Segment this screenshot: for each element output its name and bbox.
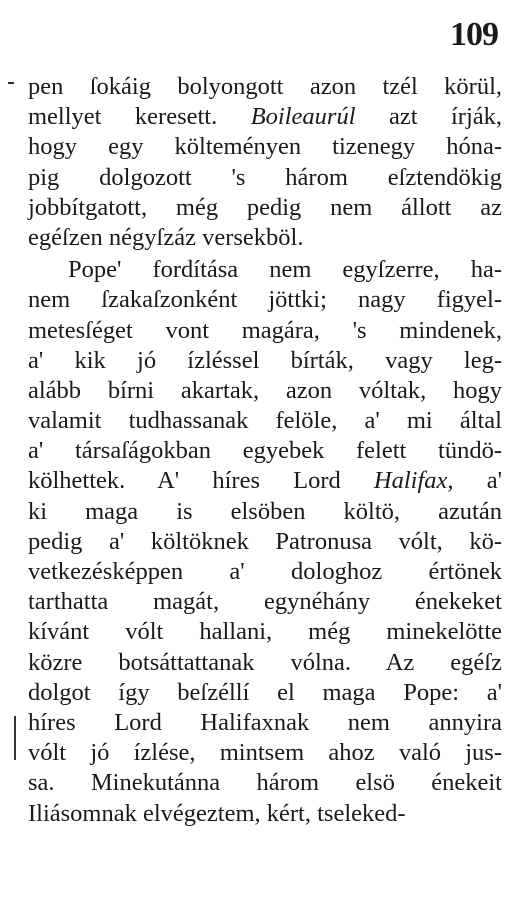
text-line xyxy=(28,376,502,406)
text-line xyxy=(28,527,502,557)
text-segment: közre botsáttattanak vólna. Az egéſz xyxy=(28,648,502,676)
text-segment: pen ſokáig bolyongott azon tzél körül, xyxy=(28,73,502,100)
text-line xyxy=(28,587,502,617)
italic-name: Halifax xyxy=(373,467,448,495)
text-segment: ki maga is elsöben költö, azután xyxy=(28,497,502,525)
text-segment: vetkezésképpen a' dologhoz értönek xyxy=(28,558,502,585)
text-segment: dolgot így beſzéllí el maga Pope: a' xyxy=(28,678,502,706)
text-line xyxy=(28,406,502,436)
text-segment: alább bírni akartak, azon vóltak, hogy xyxy=(28,376,502,404)
text-segment: kölhettek. A' híres Lord xyxy=(28,467,374,495)
text-line xyxy=(28,316,502,346)
text-line xyxy=(28,648,502,678)
text-line xyxy=(28,466,502,496)
text-segment: azt írják, xyxy=(355,103,502,131)
text-segment: pig dolgozott 's három eſztendökig xyxy=(28,163,502,191)
text-line xyxy=(28,738,502,768)
text-line xyxy=(28,132,502,162)
text-line xyxy=(28,768,502,798)
text-line xyxy=(28,678,502,708)
text-line xyxy=(28,436,502,466)
text-segment: mellyet keresett. xyxy=(28,103,251,131)
text-line xyxy=(28,285,502,315)
text-segment: nem ſzakaſzonként jöttki; nagy figyel- xyxy=(28,286,502,314)
text-segment: Pope' fordítása nem egyſzerre, ha- xyxy=(68,256,502,284)
text-line xyxy=(28,346,502,376)
text-segment: kívánt vólt hallani, még minekelötte xyxy=(28,618,502,646)
text-line xyxy=(28,708,502,738)
text-line xyxy=(28,497,502,527)
text-segment: a' kik jó ízléssel bírták, vagy leg- xyxy=(28,346,502,374)
text-segment: Iliásomnak elvégeztem, kért, tseleked- xyxy=(28,799,406,827)
text-segment: híres Lord Halifaxnak nem annyira xyxy=(28,708,502,736)
text-segment: vólt jó ízlése, mintsem ahoz való jus- xyxy=(28,739,502,767)
text-segment: egéſzen négyſzáz versekböl. xyxy=(28,223,304,251)
text-line xyxy=(28,799,502,829)
text-segment: sa. Minekutánna három elsö énekeit xyxy=(28,769,502,797)
text-line xyxy=(28,223,502,253)
page-number: 109 xyxy=(450,16,498,53)
italic-name: Boileaurúl xyxy=(250,103,356,131)
margin-mark xyxy=(14,716,16,760)
text-line xyxy=(28,557,502,587)
text-line xyxy=(28,72,502,102)
margin-mark xyxy=(8,82,14,84)
body-text xyxy=(28,72,502,829)
text-line xyxy=(28,102,502,132)
text-segment: valamit tudhassanak felöle, a' mi által xyxy=(28,407,502,435)
text-line xyxy=(28,617,502,647)
text-segment: metesſéget vont magára, 's mindenek, xyxy=(28,316,502,344)
text-segment: a' társaſágokban egyebek felett tündö- xyxy=(28,437,502,465)
text-line xyxy=(28,255,502,285)
text-segment: tarthatta magát, egynéhány énekeket xyxy=(28,588,502,616)
text-segment: hogy egy költeményen tizenegy hóna- xyxy=(28,133,502,161)
text-segment: jobbítgatott, még pedig nem állott az xyxy=(28,193,502,221)
text-segment: pedig a' költöknek Patronusa vólt, kö- xyxy=(28,527,502,555)
text-segment: , a' xyxy=(447,467,502,495)
text-line xyxy=(28,163,502,193)
text-line xyxy=(28,193,502,223)
